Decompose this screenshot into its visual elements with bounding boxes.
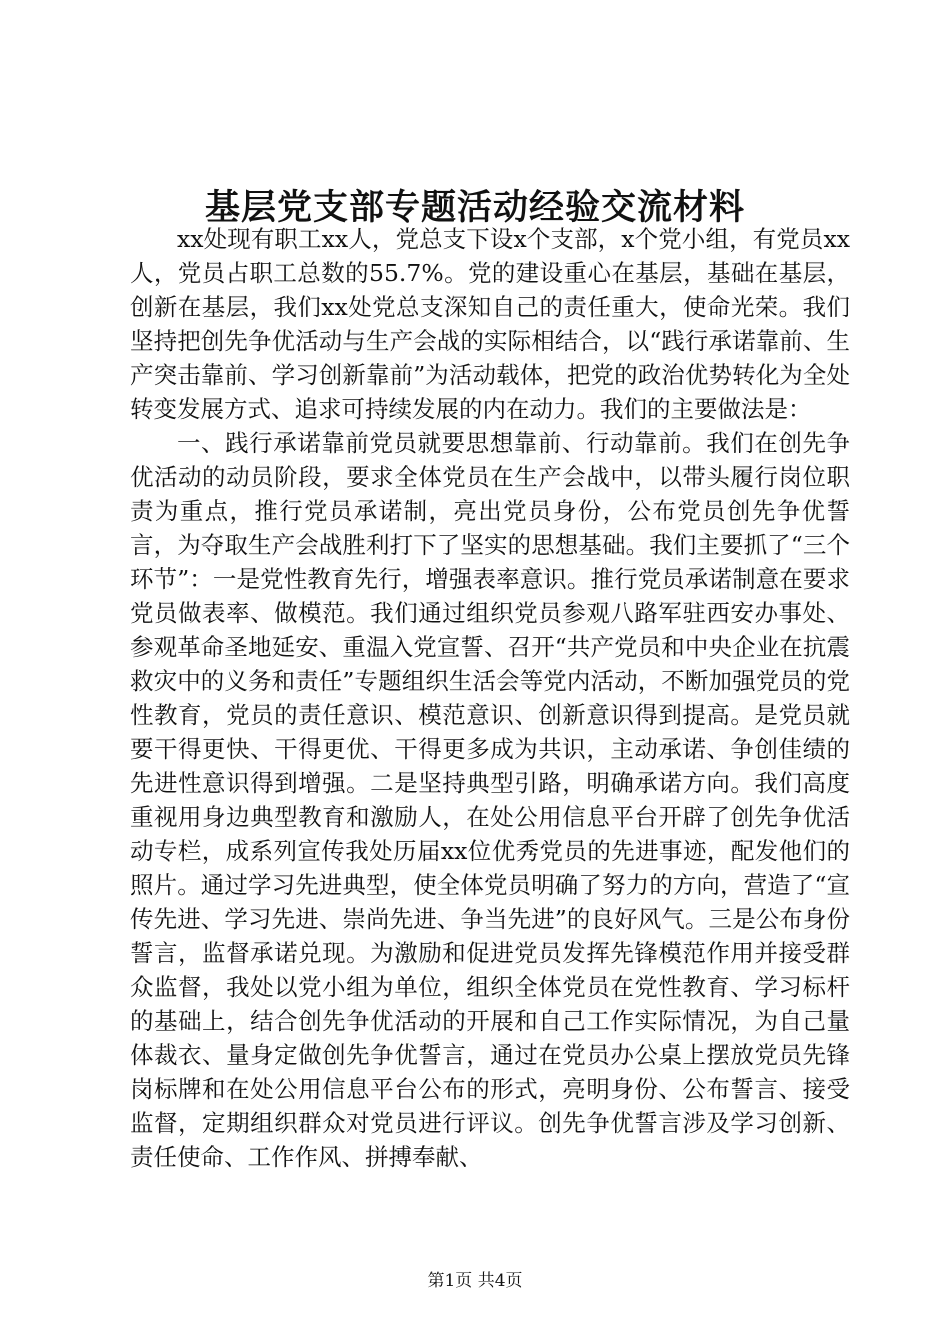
page-number-footer: 第1页 共4页	[427, 1271, 523, 1291]
paragraph-intro: xx处现有职工xx人，党总支下设x个支部，x个党小组，有党员xx人，党员占职工总数的55.7%。党的建设重心在基层，基础在基层，创新在基层，我们xx处党总支深知自己的责任重大，使命光荣。我们坚持把创先争优活动与生产会战的实际相结合，以“践行承诺靠前、生产突击靠前、学习创新靠前”为活动载体，把党的政治优势转化为全处转变发展方式、追求可持续发展的内在动力。我们的主要做法是：	[130, 225, 850, 423]
document-body	[130, 222, 850, 1242]
document-title: 基层党支部专题活动经验交流材料	[204, 187, 745, 228]
paragraph-section-one: 一、践行承诺靠前党员就要思想靠前、行动靠前。我们在创先争优活动的动员阶段，要求全体党员在生产会战中，以带头履行岗位职责为重点，推行党员承诺制，亮出党员身份，公布党员创先争优誓言，为夺取生产会战胜利打下了坚实的思想基础。我们主要抓了“三个环节”：一是党性教育先行，增强表率意识。推行党员承诺制意在要求党员做表率、做模范。我们通过组织党员参观八路军驻西安办事处、参观革命圣地延安、重温入党宣誓、召开“共产党员和中央企业在抗震救灾中的义务和责任”专题组织生活会等党内活动，不断加强党员的党性教育，党员的责任意识、模范意识、创新意识得到提高。是党员就要干得更快、干得更优、干得更多成为共识，主动承诺、争创佳绩的先进性意识得到增强。二是坚持典型引路，明确承诺方向。我们高度重视用身边典型教育和激励人，在处公用信息平台开辟了创先争优活动专栏，成系列宣传我处历届xx位优秀党员的先进事迹，配发他们的照片。通过学习先进典型，使全体党员明确了努力的方向，营造了“宣传先进、学习先进、崇尚先进、争当先进”的良好风气。三是公布身份誓言，监督承诺兑现。为激励和促进党员发挥先锋模范作用并接受群众监督，我处以党小组为单位，组织全体党员在党性教育、学习标杆的基础上，结合创先争优活动的开展和自己工作实际情况，为自己量体裁衣、量身定做创先争优誓言，通过在党员办公桌上摆放党员先锋岗标牌和在处公用信息平台公布的形式，亮明身份、公布誓言、接受监督，定期组织群众对党员进行评议。创先争优誓言涉及学习创新、责任使命、工作作风、拼搏奉献、	[130, 429, 850, 1171]
